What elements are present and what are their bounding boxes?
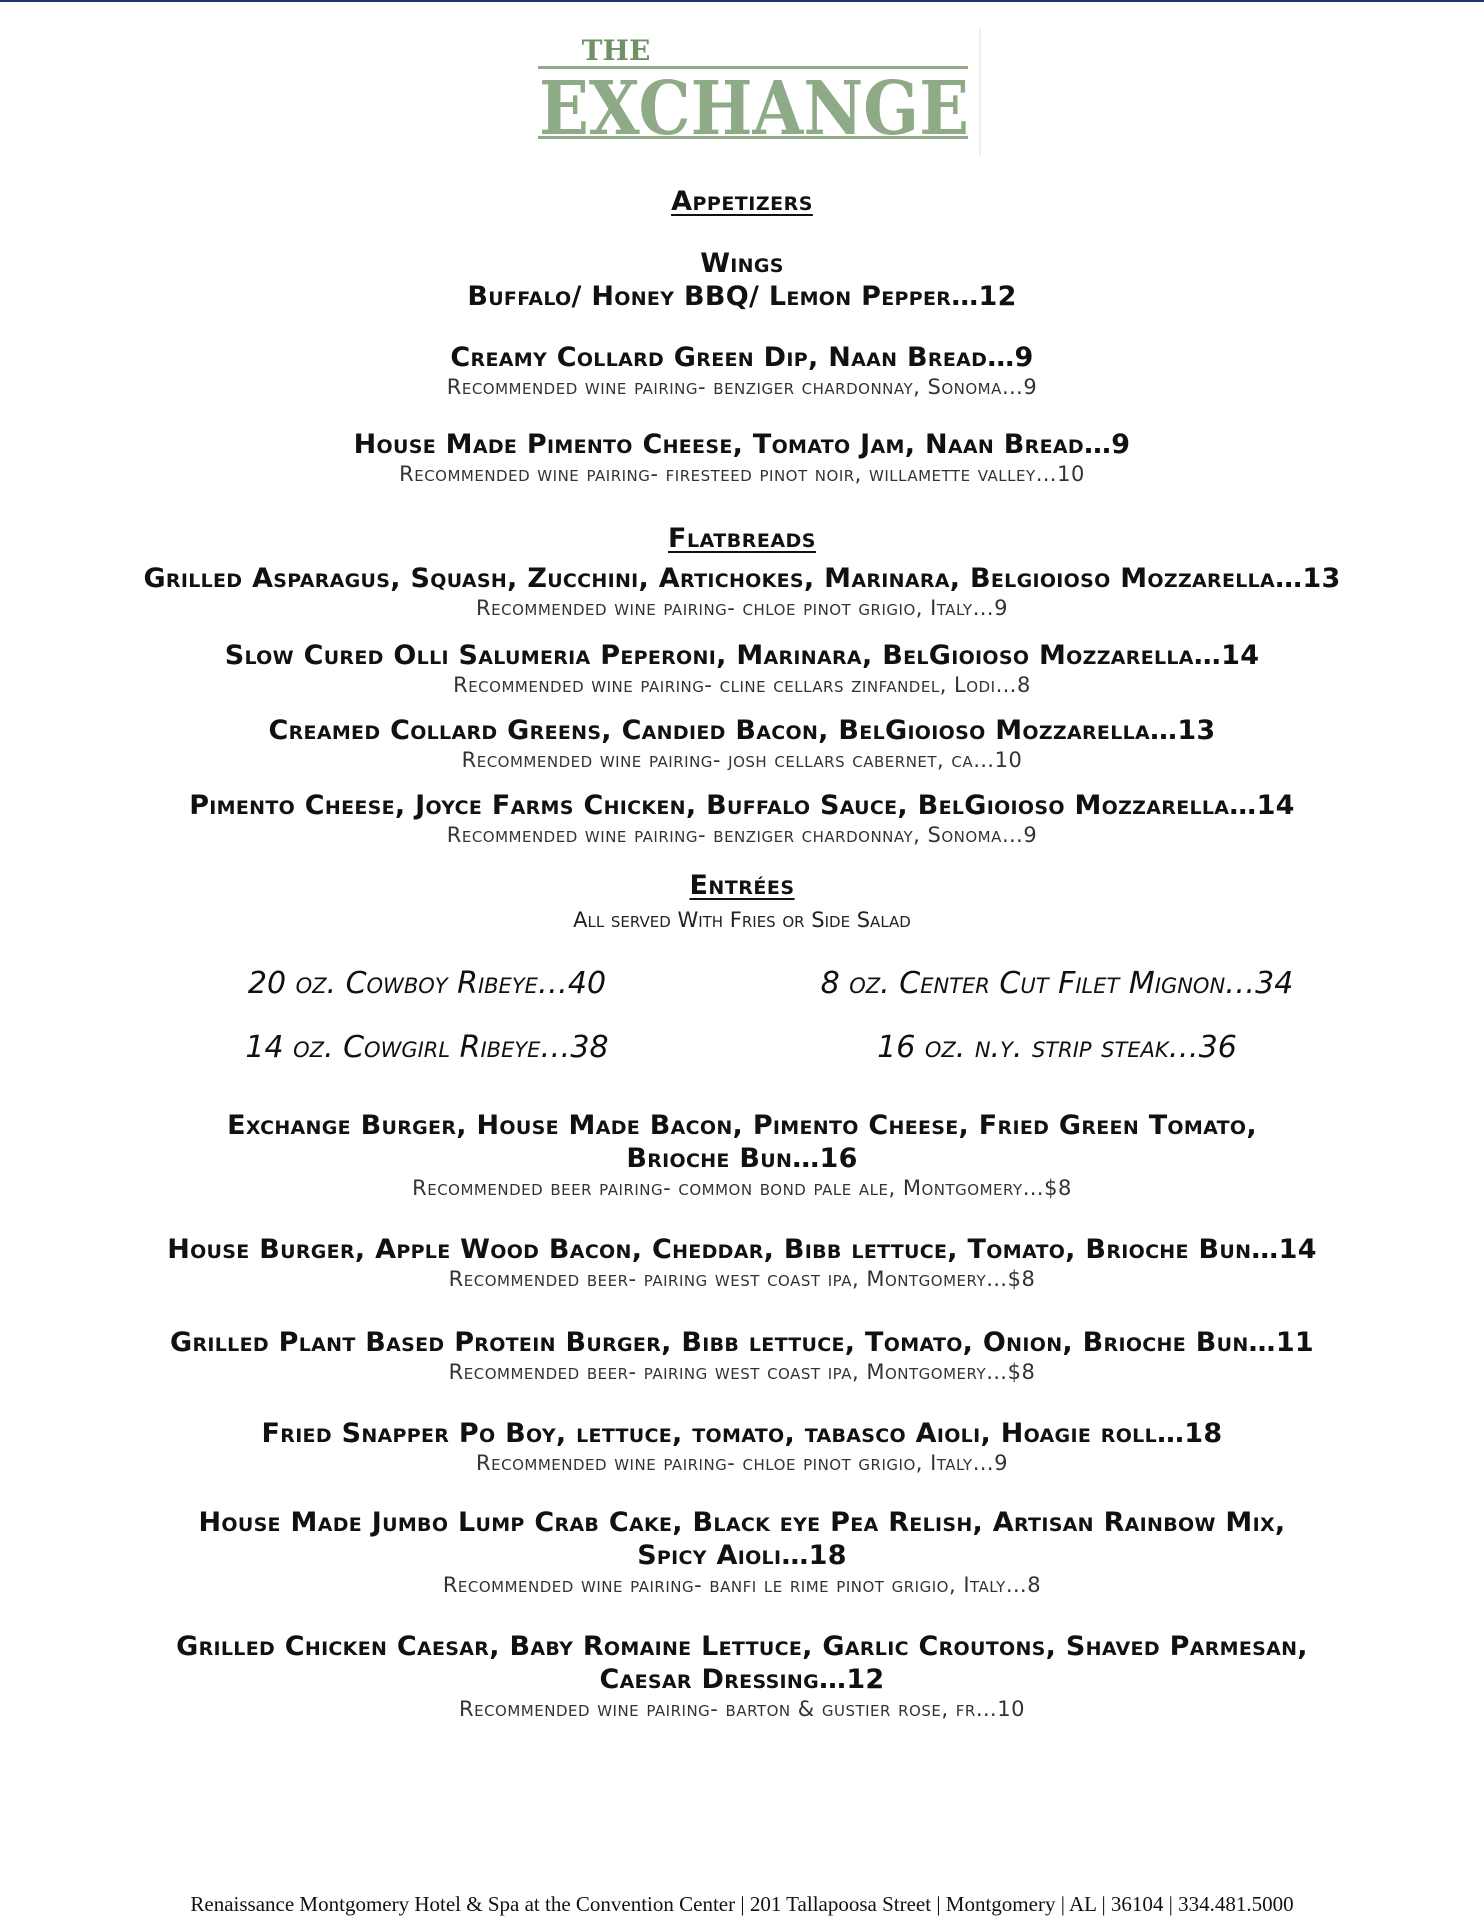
entree-item-name: Exchange Burger, House Made Bacon, Pimento Cheese, Fried Green Tomato, (227, 1110, 1257, 1141)
entrees-heading: Entrées (689, 870, 795, 901)
entree-item-name-cont: Brioche Bun…16 (626, 1143, 858, 1174)
entree-item-pairing: Recommended beer- pairing west coast ipa, Montgomery…$8 (448, 1267, 1036, 1291)
appetizer-item-name: Creamy Collard Green Dip, Naan Bread…9 (450, 342, 1034, 373)
entree-item-name: House Made Jumbo Lump Crab Cake, Black eye Pea Relish, Artisan Rainbow Mix, (198, 1507, 1286, 1538)
entree-item-name-cont: Spicy Aioli…18 (637, 1540, 847, 1571)
appetizer-item-pairing: Recommended wine pairing- benziger chardonnay, Sonoma…9 (446, 375, 1038, 399)
steak-item: 14 oz. Cowgirl Ribeye…38 (245, 1030, 609, 1065)
menu-body (0, 186, 1484, 1722)
entree-item-pairing: Recommended wine pairing- chloe pinot grigio, Italy…9 (476, 1451, 1008, 1475)
logo-exchange: EXCHANGE (539, 66, 969, 152)
flatbread-item-pairing: Recommended wine pairing- cline cellars zinfandel, Lodi…8 (453, 673, 1031, 697)
top-rule (0, 0, 1484, 2)
appetizers-heading: Appetizers (671, 186, 813, 217)
steak-item: 16 oz. n.y. strip steak…36 (877, 1030, 1237, 1065)
flatbread-item-name: Slow Cured Olli Salumeria Peperoni, Marinara, BelGioioso Mozzarella…14 (224, 640, 1260, 671)
appetizer-item-name: House Made Pimento Cheese, Tomato Jam, Naan Bread…9 (353, 429, 1131, 460)
entree-item-name: Grilled Chicken Caesar, Baby Romaine Lettuce, Garlic Croutons, Shaved Parmesan, (176, 1631, 1308, 1662)
flatbread-item-name: Grilled Asparagus, Squash, Zucchini, Artichokes, Marinara, Belgioioso Mozzarella…13 (143, 563, 1341, 594)
appetizer-item-pairing: Recommended wine pairing- firesteed pinot noir, willamette valley…10 (399, 462, 1085, 486)
logo-the: THE (581, 34, 651, 67)
entree-item-pairing: Recommended beer- pairing west coast ipa, Montgomery…$8 (448, 1360, 1036, 1384)
entree-item-pairing: Recommended beer pairing- common bond pale ale, Montgomery…$8 (412, 1176, 1072, 1200)
logo-graphic (536, 28, 982, 158)
steak-item: 8 oz. Center Cut Filet Mignon…34 (820, 966, 1294, 1001)
entree-item-pairing: Recommended wine pairing- barton & gustier rose, fr…10 (459, 1697, 1025, 1721)
wings-options: Buffalo/ Honey BBQ/ Lemon Pepper…12 (467, 281, 1017, 312)
footer-address: Renaissance Montgomery Hotel & Spa at the Convention Center | 201 Tallapoosa Street | Montgomery | AL | 36104 | 334.481.5000 (190, 1892, 1294, 1916)
flatbread-item-pairing: Recommended wine pairing- josh cellars cabernet, ca…10 (461, 748, 1023, 772)
entrees-note: All served With Fries or Side Salad (573, 908, 911, 932)
entree-item-name: Grilled Plant Based Protein Burger, Bibb lettuce, Tomato, Onion, Brioche Bun…11 (170, 1327, 1314, 1358)
steak-item: 20 oz. Cowboy Ribeye…40 (247, 966, 607, 1001)
entree-item-name: House Burger, Apple Wood Bacon, Cheddar, Bibb lettuce, Tomato, Brioche Bun…14 (167, 1234, 1317, 1265)
restaurant-logo (536, 28, 982, 158)
entree-item-name: Fried Snapper Po Boy, lettuce, tomato, tabasco Aioli, Hoagie roll…18 (261, 1418, 1223, 1449)
flatbread-item-pairing: Recommended wine pairing- chloe pinot grigio, Italy…9 (476, 596, 1008, 620)
flatbread-item-pairing: Recommended wine pairing- benziger chardonnay, Sonoma…9 (446, 823, 1038, 847)
flatbreads-heading: Flatbreads (668, 523, 816, 554)
flatbread-item-name: Pimento Cheese, Joyce Farms Chicken, Buffalo Sauce, BelGioioso Mozzarella…14 (189, 790, 1295, 821)
flatbread-item-name: Creamed Collard Greens, Candied Bacon, BelGioioso Mozzarella…13 (268, 715, 1216, 746)
entree-item-pairing: Recommended wine pairing- banfi le rime pinot grigio, Italy…8 (442, 1573, 1042, 1597)
entree-item-name-cont: Caesar Dressing…12 (599, 1664, 885, 1695)
steak-grid (112, 967, 1372, 1065)
wings-title: Wings (700, 248, 784, 279)
